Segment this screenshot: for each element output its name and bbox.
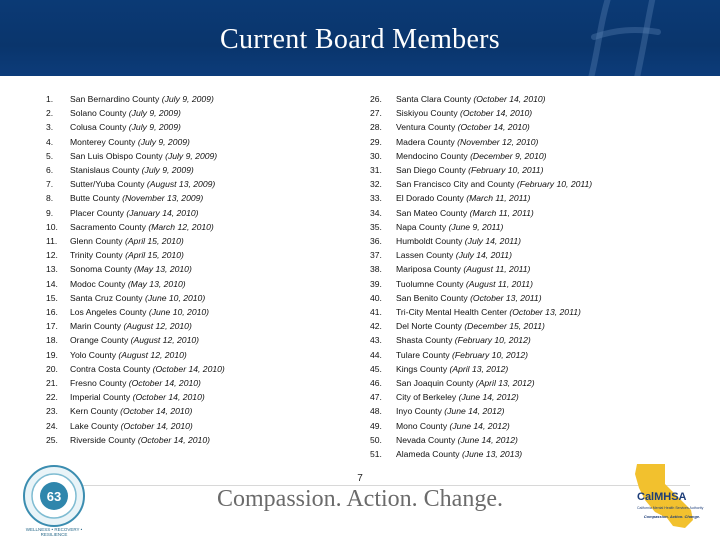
member-county: Shasta County [396, 335, 453, 346]
member-join-date: (July 14, 2011) [455, 250, 512, 261]
member-join-date: (July 9, 2009) [141, 165, 194, 175]
member-number: 23. [46, 406, 58, 417]
member-join-date: (June 14, 2012) [449, 420, 510, 431]
member-number: 22. [46, 392, 58, 403]
member-join-date: (June 14, 2012) [458, 392, 519, 403]
member-entry [396, 307, 581, 317]
member-county: San Mateo County [396, 207, 468, 218]
member-entry [396, 222, 503, 232]
member-join-date: (July 9, 2009) [128, 108, 181, 119]
member-county: Napa County [396, 221, 447, 232]
member-number: 14. [46, 278, 58, 289]
member-county: Mono County [396, 420, 448, 431]
member-county: Tulare County [396, 349, 450, 360]
page-number: 7 [357, 473, 363, 484]
member-number: 7. [46, 179, 54, 190]
member-county: El Dorado County [396, 193, 464, 204]
member-join-date: (July 9, 2009) [128, 122, 181, 133]
member-entry [396, 364, 508, 374]
calmhsa-logo-subtitle: California Mental Health Services Authority [637, 506, 704, 510]
seal-caption: WELLNESS • RECOVERY • RESILIENCE [25, 527, 83, 537]
member-join-date: (July 9, 2009) [137, 136, 190, 147]
member-join-date: (October 14, 2010) [132, 392, 205, 403]
member-number: 1. [46, 94, 54, 104]
member-join-date: (June 10, 2010) [148, 307, 210, 317]
member-number: 41. [370, 307, 382, 317]
member-entry [70, 321, 192, 331]
member-county: Yolo County [70, 349, 117, 360]
member-county: San Bernardino County [70, 94, 160, 104]
member-join-date: (December 15, 2011) [464, 321, 545, 332]
member-county: Lake County [70, 420, 119, 431]
member-number: 24. [46, 420, 58, 431]
member-number: 10. [46, 221, 58, 232]
member-county: Marin County [70, 321, 122, 332]
member-county: Kern County [70, 406, 118, 417]
member-entry [396, 279, 533, 289]
member-entry [396, 406, 504, 416]
member-entry [70, 222, 214, 232]
member-entry [396, 236, 521, 246]
member-number: 44. [370, 349, 382, 360]
member-entry [70, 94, 214, 104]
member-number: 34. [370, 207, 382, 218]
member-number: 47. [370, 392, 382, 403]
member-county: Santa Cruz County [70, 292, 143, 303]
member-county: Tuolumne County [396, 278, 464, 289]
member-number: 50. [370, 434, 382, 445]
member-join-date: (October 14, 2010) [128, 378, 201, 388]
member-join-date: (August 11, 2011) [463, 264, 531, 275]
member-number: 48. [370, 406, 382, 417]
member-join-date: (February 10, 2011) [468, 165, 544, 175]
member-join-date: (August 12, 2010) [130, 335, 199, 346]
member-entry [396, 122, 530, 132]
member-entry [70, 137, 190, 147]
member-entry [70, 108, 181, 118]
board-member-list-right [370, 94, 670, 464]
member-join-date: (October 14, 2010) [457, 122, 530, 133]
member-county: Colusa County [70, 122, 127, 133]
member-join-date: (October 14, 2010) [152, 363, 225, 374]
member-entry [70, 406, 192, 416]
member-county: Contra Costa County [70, 363, 151, 374]
member-number: 37. [370, 250, 382, 261]
member-entry [70, 236, 184, 246]
member-number: 9. [46, 207, 54, 218]
member-join-date: (April 15, 2010) [124, 236, 184, 246]
seal-number: 63 [46, 489, 62, 504]
member-join-date: (October 14, 2010) [137, 434, 210, 445]
member-join-date: (April 13, 2012) [449, 363, 509, 374]
member-number: 30. [370, 150, 382, 161]
member-entry [396, 108, 532, 118]
member-entry [396, 421, 510, 431]
member-entry [396, 165, 543, 175]
member-number: 27. [370, 108, 382, 119]
member-number: 51. [370, 449, 382, 459]
member-number: 36. [370, 236, 382, 246]
member-join-date: (October 14, 2010) [120, 420, 193, 431]
member-entry [396, 293, 542, 303]
member-join-date: (October 14, 2010) [460, 108, 533, 119]
member-county: Humboldt County [396, 236, 463, 246]
member-entry [70, 350, 187, 360]
member-number: 11. [46, 236, 58, 246]
member-join-date: (April 13, 2012) [475, 378, 535, 388]
member-join-date: (February 10, 2012) [452, 349, 528, 360]
member-number: 5. [46, 150, 54, 161]
member-number: 16. [46, 307, 58, 317]
member-entry [70, 307, 209, 317]
member-county: Inyo County [396, 406, 442, 417]
member-entry [396, 378, 535, 388]
member-join-date: (May 13, 2010) [134, 264, 192, 275]
member-county: Trinity County [70, 250, 123, 261]
member-join-date: (March 11, 2011) [466, 193, 531, 204]
member-join-date: (July 9, 2009) [161, 94, 214, 104]
member-join-date: (March 12, 2010) [148, 221, 214, 232]
member-number: 19. [46, 349, 58, 360]
member-join-date: (October 14, 2010) [120, 406, 193, 417]
member-entry [70, 122, 181, 132]
member-county: Kings County [396, 363, 448, 374]
member-number: 33. [370, 193, 382, 204]
member-number: 25. [46, 434, 58, 445]
member-number: 38. [370, 264, 382, 275]
member-county: Riverside County [70, 434, 136, 445]
member-join-date: (March 11, 2011) [469, 207, 534, 218]
member-join-date: (December 9, 2010) [470, 150, 547, 161]
member-number: 6. [46, 165, 54, 175]
member-number: 18. [46, 335, 58, 346]
member-number: 21. [46, 378, 58, 388]
member-entry [396, 335, 531, 345]
member-number: 42. [370, 321, 382, 332]
member-county: Los Angeles County [70, 307, 147, 317]
member-join-date: (November 13, 2009) [122, 193, 204, 204]
member-entry [396, 137, 538, 147]
member-county: San Francisco City and County [396, 179, 515, 190]
member-join-date: (February 10, 2012) [454, 335, 531, 346]
member-county: City of Berkeley [396, 392, 457, 403]
member-entry [396, 435, 518, 445]
member-join-date: (June 13, 2013) [461, 449, 523, 459]
mental-health-services-seal-logo [22, 464, 86, 528]
member-county: Ventura County [396, 122, 456, 133]
member-county: Siskiyou County [396, 108, 458, 119]
member-entry [396, 151, 547, 161]
member-entry [70, 378, 201, 388]
member-number: 49. [370, 420, 382, 431]
member-number: 40. [370, 292, 382, 303]
member-county: Orange County [70, 335, 129, 346]
member-county: Modoc County [70, 278, 126, 289]
member-county: Mendocino County [396, 150, 468, 161]
member-join-date: (June 10, 2010) [145, 292, 206, 303]
member-entry [70, 435, 210, 445]
member-county: Mariposa County [396, 264, 461, 275]
member-entry [70, 264, 192, 274]
member-entry [70, 250, 184, 260]
member-entry [396, 250, 512, 260]
member-county: Solano County [70, 108, 127, 119]
member-entry [70, 364, 225, 374]
member-number: 20. [46, 363, 58, 374]
member-join-date: (October 14, 2010) [473, 94, 546, 104]
member-county: Tri-City Mental Health Center [396, 307, 507, 317]
member-join-date: (April 15, 2010) [125, 250, 184, 261]
member-entry [396, 449, 522, 459]
member-county: Imperial County [70, 392, 131, 403]
member-number: 17. [46, 321, 58, 332]
member-number: 2. [46, 108, 54, 119]
member-number: 46. [370, 378, 382, 388]
member-county: Butte County [70, 193, 120, 204]
member-number: 26. [370, 94, 382, 104]
member-entry [70, 335, 199, 345]
member-join-date: (November 12, 2010) [457, 136, 539, 147]
member-number: 39. [370, 278, 382, 289]
member-county: Sutter/Yuba County [70, 179, 145, 190]
member-county: Monterey County [70, 136, 136, 147]
member-entry [70, 165, 194, 175]
member-county: Santa Clara County [396, 94, 471, 104]
member-entry [70, 421, 193, 431]
member-entry [70, 279, 186, 289]
member-number: 45. [370, 363, 382, 374]
member-county: Alameda County [396, 449, 460, 459]
member-number: 32. [370, 179, 382, 190]
member-join-date: (February 10, 2011) [516, 179, 593, 190]
member-join-date: (July 14, 2011) [464, 236, 522, 246]
member-entry [396, 321, 545, 331]
member-join-date: (June 9, 2011) [448, 221, 504, 232]
member-county: San Luis Obispo County [70, 150, 163, 161]
footer-tagline: Compassion. Action. Change. [217, 486, 503, 512]
member-county: Sacramento County [70, 221, 146, 232]
member-entry [396, 392, 519, 402]
member-county: Stanislaus County [70, 165, 140, 175]
member-number: 8. [46, 193, 54, 204]
calmhsa-logo-name: CalMHSA [637, 491, 687, 503]
member-join-date: (June 14, 2012) [444, 406, 505, 417]
member-join-date: (August 12, 2010) [118, 349, 187, 360]
member-county: Glenn County [70, 236, 123, 246]
member-county: Nevada County [396, 434, 456, 445]
member-entry [396, 94, 546, 104]
board-member-list-left [46, 94, 346, 454]
member-join-date: (October 13, 2011) [509, 307, 581, 317]
member-join-date: (August 12, 2010) [123, 321, 192, 332]
member-entry [70, 151, 217, 161]
member-entry [396, 264, 530, 274]
member-number: 31. [370, 165, 382, 175]
slide-title: Current Board Members [219, 24, 500, 55]
member-number: 13. [46, 264, 58, 275]
member-entry [70, 179, 215, 189]
member-number: 15. [46, 292, 58, 303]
member-county: Del Norte County [396, 321, 462, 332]
member-county: Fresno County [70, 378, 127, 388]
member-number: 43. [370, 335, 382, 346]
member-join-date: (October 13, 2011) [470, 292, 542, 303]
member-entry [70, 293, 205, 303]
member-number: 3. [46, 122, 54, 133]
member-entry [70, 208, 199, 218]
member-county: Sonoma County [70, 264, 132, 275]
member-entry [396, 179, 592, 189]
member-county: Lassen County [396, 250, 454, 261]
member-entry [396, 208, 534, 218]
member-join-date: (May 13, 2010) [127, 278, 186, 289]
member-number: 4. [46, 136, 54, 147]
member-entry [70, 392, 205, 402]
member-join-date: (June 14, 2012) [457, 434, 518, 445]
member-county: San Joaquin County [396, 378, 474, 388]
member-join-date: (August 13, 2009) [146, 179, 216, 190]
member-county: Placer County [70, 207, 124, 218]
member-join-date: (January 14, 2010) [126, 207, 199, 218]
member-entry [70, 193, 203, 203]
member-county: Madera County [396, 136, 455, 147]
member-join-date: (July 9, 2009) [165, 150, 218, 161]
member-number: 28. [370, 122, 382, 133]
member-number: 12. [46, 250, 58, 261]
member-county: San Benito County [396, 292, 468, 303]
member-number: 35. [370, 221, 382, 232]
member-entry [396, 193, 530, 203]
slide-header [0, 0, 720, 76]
calmhsa-logo-tagline: Compassion. Action. Change. [643, 514, 701, 519]
member-county: San Diego County [396, 165, 466, 175]
member-entry [396, 350, 528, 360]
member-number: 29. [370, 136, 382, 147]
member-join-date: (August 11, 2011) [465, 278, 533, 289]
